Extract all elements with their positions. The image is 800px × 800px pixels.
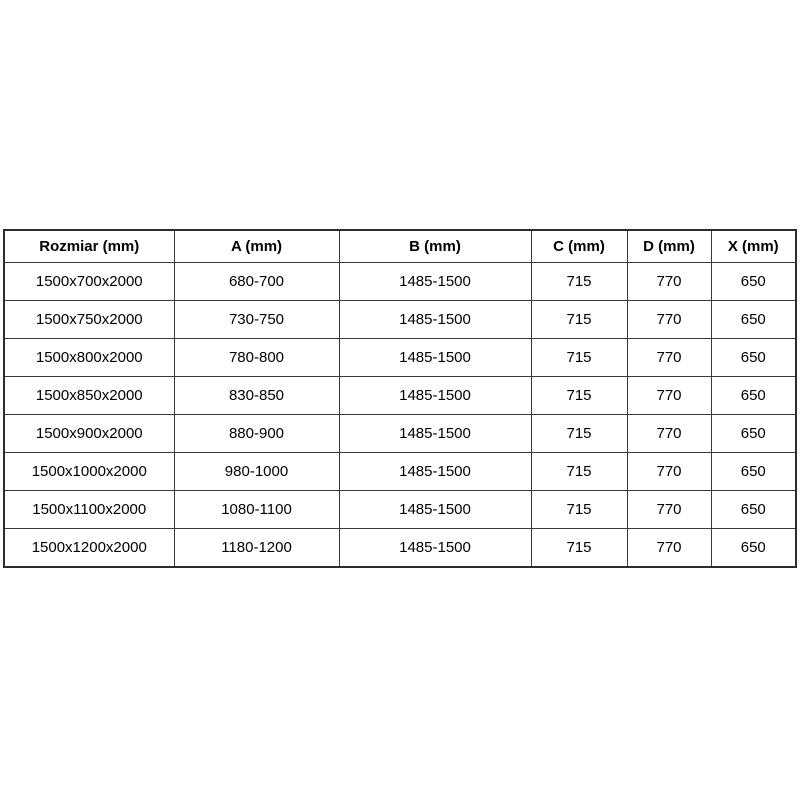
table-cell: 770 (627, 263, 711, 301)
table-cell: 1485-1500 (339, 377, 531, 415)
table-cell: 1500x700x2000 (4, 263, 174, 301)
table-cell: 1485-1500 (339, 491, 531, 529)
table-cell: 715 (531, 339, 627, 377)
table-cell: 650 (711, 453, 796, 491)
table-cell: 780-800 (174, 339, 339, 377)
column-header: D (mm) (627, 230, 711, 263)
table-cell: 1180-1200 (174, 529, 339, 568)
table-cell: 650 (711, 339, 796, 377)
table-cell: 1485-1500 (339, 339, 531, 377)
table-cell: 1500x800x2000 (4, 339, 174, 377)
table-cell: 1485-1500 (339, 301, 531, 339)
table-cell: 715 (531, 377, 627, 415)
table-cell: 650 (711, 377, 796, 415)
table-cell: 830-850 (174, 377, 339, 415)
table-cell: 1485-1500 (339, 415, 531, 453)
column-header: B (mm) (339, 230, 531, 263)
table-row (4, 301, 796, 339)
size-table (3, 229, 797, 568)
table-cell: 770 (627, 453, 711, 491)
table-row (4, 491, 796, 529)
header-row (4, 230, 796, 263)
table-row (4, 339, 796, 377)
table-cell: 1500x850x2000 (4, 377, 174, 415)
table-cell: 715 (531, 301, 627, 339)
table-cell: 880-900 (174, 415, 339, 453)
column-header: A (mm) (174, 230, 339, 263)
table-cell: 1485-1500 (339, 529, 531, 568)
table-cell: 715 (531, 529, 627, 568)
table-row (4, 453, 796, 491)
column-header: C (mm) (531, 230, 627, 263)
table-cell: 730-750 (174, 301, 339, 339)
table-cell: 1500x1100x2000 (4, 491, 174, 529)
table-row (4, 377, 796, 415)
table-cell: 770 (627, 377, 711, 415)
table-row (4, 529, 796, 568)
column-header: Rozmiar (mm) (4, 230, 174, 263)
table-cell: 715 (531, 263, 627, 301)
table-body (4, 263, 796, 568)
table-cell: 715 (531, 415, 627, 453)
table-cell: 650 (711, 415, 796, 453)
table-cell: 1500x1000x2000 (4, 453, 174, 491)
table-cell: 650 (711, 491, 796, 529)
column-header: X (mm) (711, 230, 796, 263)
table-cell: 650 (711, 263, 796, 301)
table-cell: 1485-1500 (339, 453, 531, 491)
table-cell: 650 (711, 529, 796, 568)
table-cell: 1080-1100 (174, 491, 339, 529)
size-table-container (3, 229, 797, 568)
table-cell: 770 (627, 529, 711, 568)
table-cell: 1485-1500 (339, 263, 531, 301)
table-cell: 770 (627, 301, 711, 339)
table-cell: 680-700 (174, 263, 339, 301)
table-row (4, 263, 796, 301)
table-row (4, 415, 796, 453)
table-cell: 770 (627, 339, 711, 377)
table-cell: 715 (531, 453, 627, 491)
table-cell: 1500x900x2000 (4, 415, 174, 453)
table-cell: 715 (531, 491, 627, 529)
table-cell: 770 (627, 415, 711, 453)
table-cell: 650 (711, 301, 796, 339)
table-cell: 1500x1200x2000 (4, 529, 174, 568)
table-cell: 980-1000 (174, 453, 339, 491)
table-cell: 1500x750x2000 (4, 301, 174, 339)
table-cell: 770 (627, 491, 711, 529)
